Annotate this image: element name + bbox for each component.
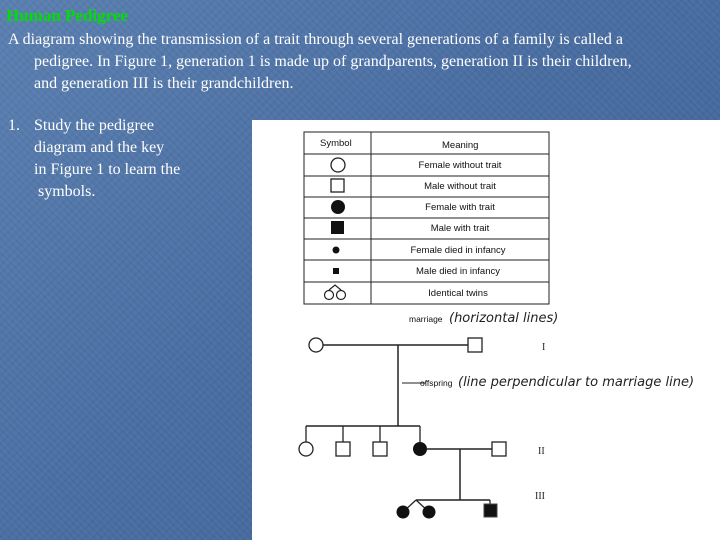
slide-title: Human Pedigree	[6, 6, 128, 25]
key-meaning: Female died in infancy	[410, 245, 506, 256]
key-meaning: Male without trait	[424, 181, 496, 192]
grandmother-open-circle-icon	[309, 338, 323, 352]
intro-line: and generation III is their grandchildren.	[34, 75, 294, 92]
open-square-icon	[331, 179, 344, 192]
child-male-open-square-icon	[373, 442, 387, 456]
marriage-label: marriage	[409, 314, 443, 324]
offspring-label: offspring	[420, 378, 453, 388]
filled-circle-icon	[331, 200, 345, 214]
key-meaning: Male with trait	[430, 223, 490, 234]
intro-paragraph	[8, 29, 714, 95]
twin-female-filled-circle-icon	[423, 506, 436, 519]
pedigree-svg	[252, 120, 720, 540]
intro-line: A diagram showing the transmission of a trait through several generations of a family is called a	[8, 31, 623, 48]
symbol-key-table	[304, 132, 549, 304]
small-filled-circle-icon	[333, 247, 340, 254]
step-number: 1.	[8, 117, 20, 134]
instruction-step	[8, 115, 243, 203]
generation-label-iii: III	[535, 491, 545, 502]
generation-label-i: I	[542, 342, 546, 353]
small-filled-square-icon	[333, 268, 339, 274]
key-header-symbol: Symbol	[320, 138, 352, 149]
step-text: in Figure 1 to learn the	[34, 161, 181, 178]
key-meaning: Male died in infancy	[416, 266, 500, 277]
filled-square-icon	[331, 221, 344, 234]
grandfather-open-square-icon	[468, 338, 482, 352]
key-meaning: Female without trait	[418, 160, 502, 171]
twin-female-filled-circle-icon	[397, 506, 410, 519]
child-male-open-square-icon	[336, 442, 350, 456]
step-text: diagram and the key	[34, 139, 165, 156]
child-female-filled-circle-icon	[413, 442, 427, 456]
generation-label-ii: II	[538, 446, 545, 457]
open-circle-icon	[331, 158, 345, 172]
grandchild-male-filled-square-icon	[484, 504, 497, 517]
spouse-male-open-square-icon	[492, 442, 506, 456]
step-text: Study the pedigree	[34, 117, 154, 134]
offspring-note: (line perpendicular to marriage line)	[458, 375, 695, 390]
twin-circles-icon	[325, 285, 346, 300]
pedigree-figure	[252, 120, 720, 540]
intro-line: pedigree. In Figure 1, generation 1 is made up of grandparents, generation II is their children,	[34, 53, 632, 70]
key-meaning: Female with trait	[425, 202, 495, 213]
marriage-note: (horizontal lines)	[449, 311, 559, 326]
child-female-open-circle-icon	[299, 442, 313, 456]
step-text: symbols.	[38, 183, 96, 200]
key-header-meaning: Meaning	[442, 140, 479, 151]
key-meaning: Identical twins	[428, 288, 488, 299]
